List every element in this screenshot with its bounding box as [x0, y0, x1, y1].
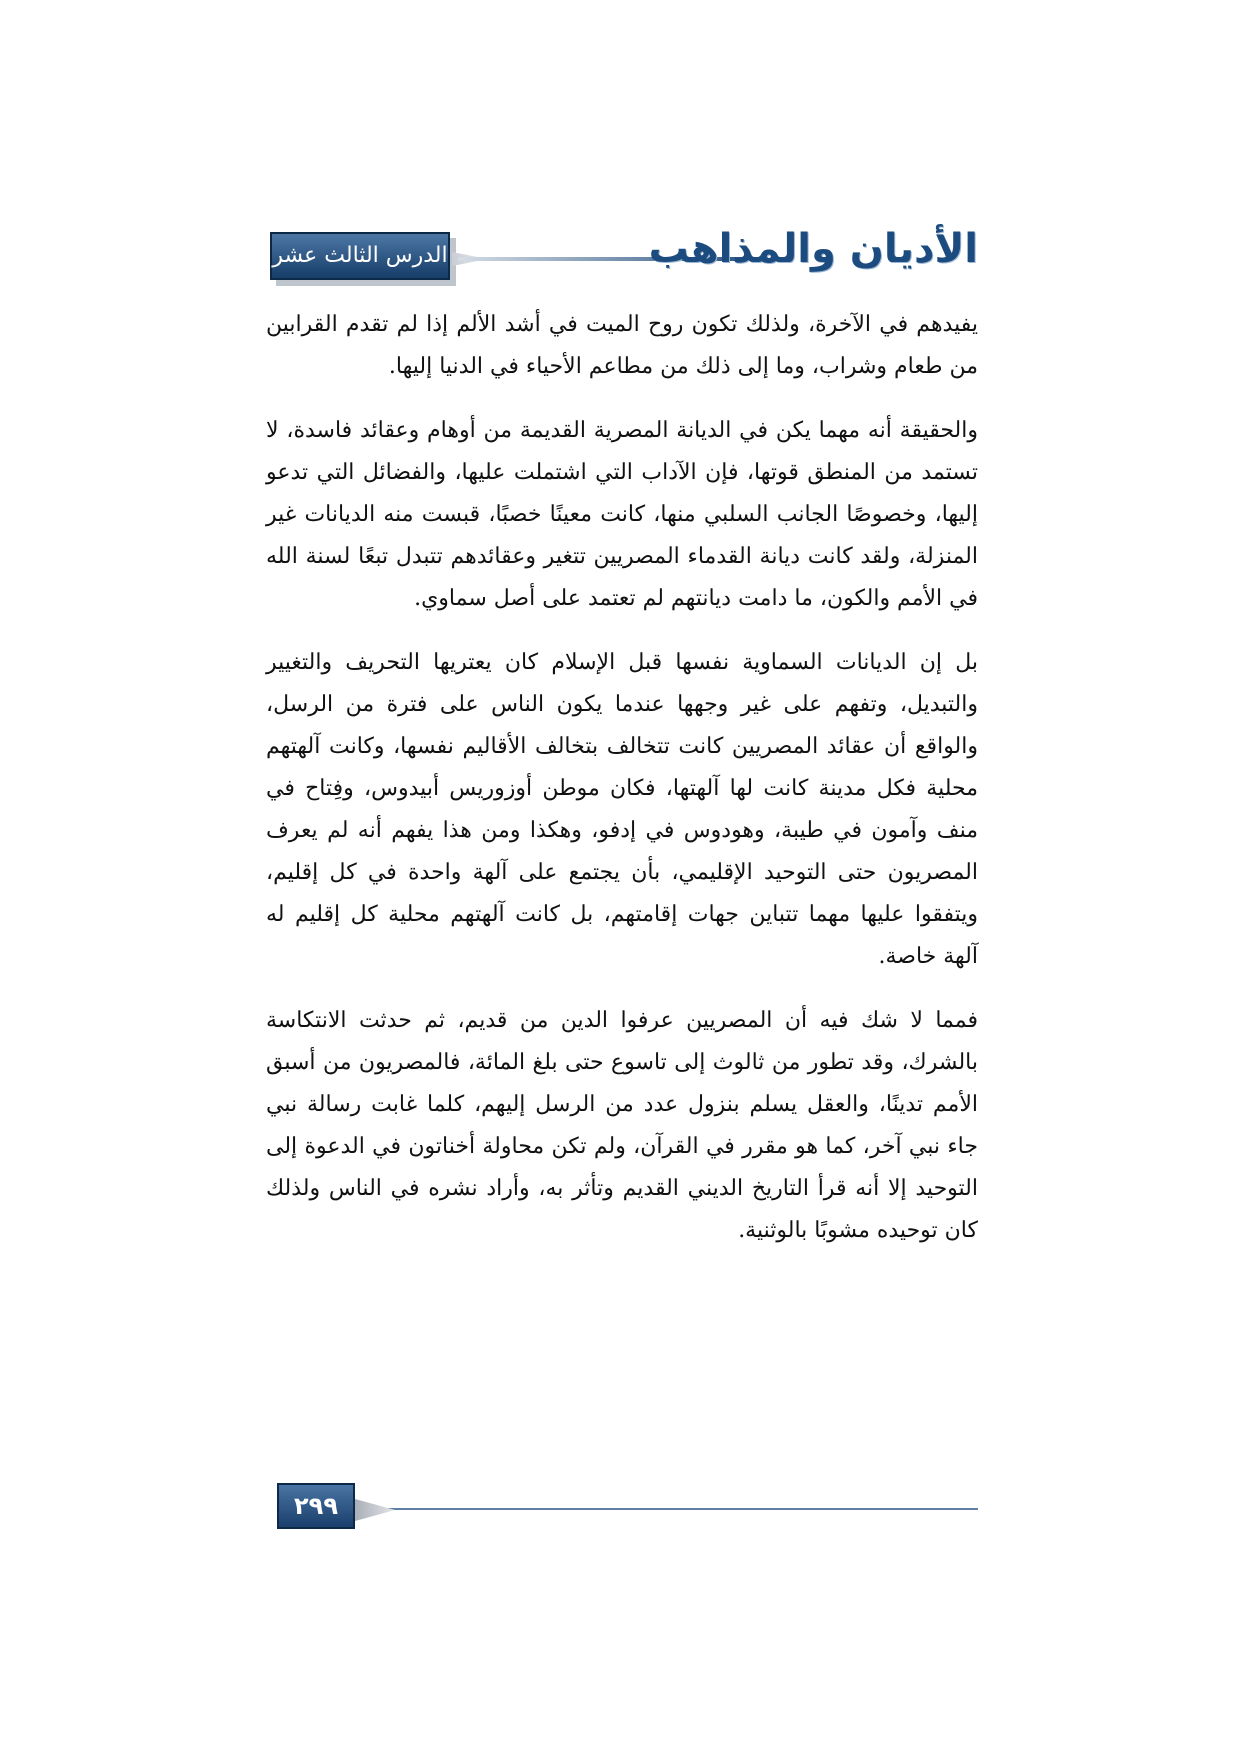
page-number: ٢٩٩	[277, 1483, 355, 1529]
book-title: الأديان والمذاهب	[648, 226, 978, 272]
page-body	[266, 304, 978, 1274]
paragraph: فمما لا شك فيه أن المصريين عرفوا الدين من قديم، ثم حدثت الانتكاسة بالشرك، وقد تطور من ثالوث إلى تاسوع حتى بلغ المائة، فالمصريون من أسبق الأمم تدينًا، والعقل يسلم بنزول عدد من الرسل إليهم، كلما غابت رسالة نبي جاء نبي آخر، كما هو مقرر في القرآن، ولم تكن محاولة أخناتون في الدعوة إلى التوحيد إلا أنه قرأ التاريخ الديني القديم وتأثر به، وأراد نشره في الناس ولذلك كان توحيده مشوبًا بالوثنية.	[266, 1008, 978, 1243]
lesson-badge: الدرس الثالث عشر	[270, 232, 450, 280]
paragraph: بل إن الديانات السماوية نفسها قبل الإسلام كان يعتريها التحريف والتغيير والتبديل، وتفهم على غير وجهها عندما يكون الناس على فترة من الرسل، والواقع أن عقائد المصريين كانت تتخالف بتخالف الأقاليم نفسها، وكانت آلهتهم محلية فكل مدينة كانت لها آلهتها، فكان موطن أوزوريس أبيدوس، وفِتاح في منف وآمون في طيبة، وهودوس في إدفو، وهكذا ومن هذا يفهم أنه لم يعرف المصريون حتى التوحيد الإقليمي، بأن يجتمع على آلهة واحدة في كل إقليم، ويتفقوا عليها مهما تتباين جهات إقامتهم، بل كانت آلهتهم محلية كل إقليم له آلهة خاصة.	[266, 650, 978, 969]
footer-rule	[384, 1508, 978, 1510]
footer-wedge-ornament	[355, 1499, 395, 1521]
paragraph: والحقيقة أنه مهما يكن في الديانة المصرية القديمة من أوهام وعقائد فاسدة، لا تستمد من المنطق قوتها، فإن الآداب التي اشتملت عليها، والفضائل التي تدعو إليها، وخصوصًا الجانب السلبي منها، كانت معينًا خصبًا، قبست منه الديانات غير المنزلة، ولقد كانت ديانة القدماء المصريين تتغير وعقائدهم تتبدل تبعًا لسنة الله في الأمم والكون، ما دامت ديانتهم لم تعتمد على أصل سماوي.	[266, 418, 978, 611]
paragraph: يفيدهم في الآخرة، ولذلك تكون روح الميت في أشد الألم إذا لم تقدم القرابين من طعام وشراب، وما إلى ذلك من مطاعم الأحياء في الدنيا إليها.	[266, 312, 978, 379]
page-footer	[274, 1480, 978, 1532]
page-header	[270, 226, 978, 290]
